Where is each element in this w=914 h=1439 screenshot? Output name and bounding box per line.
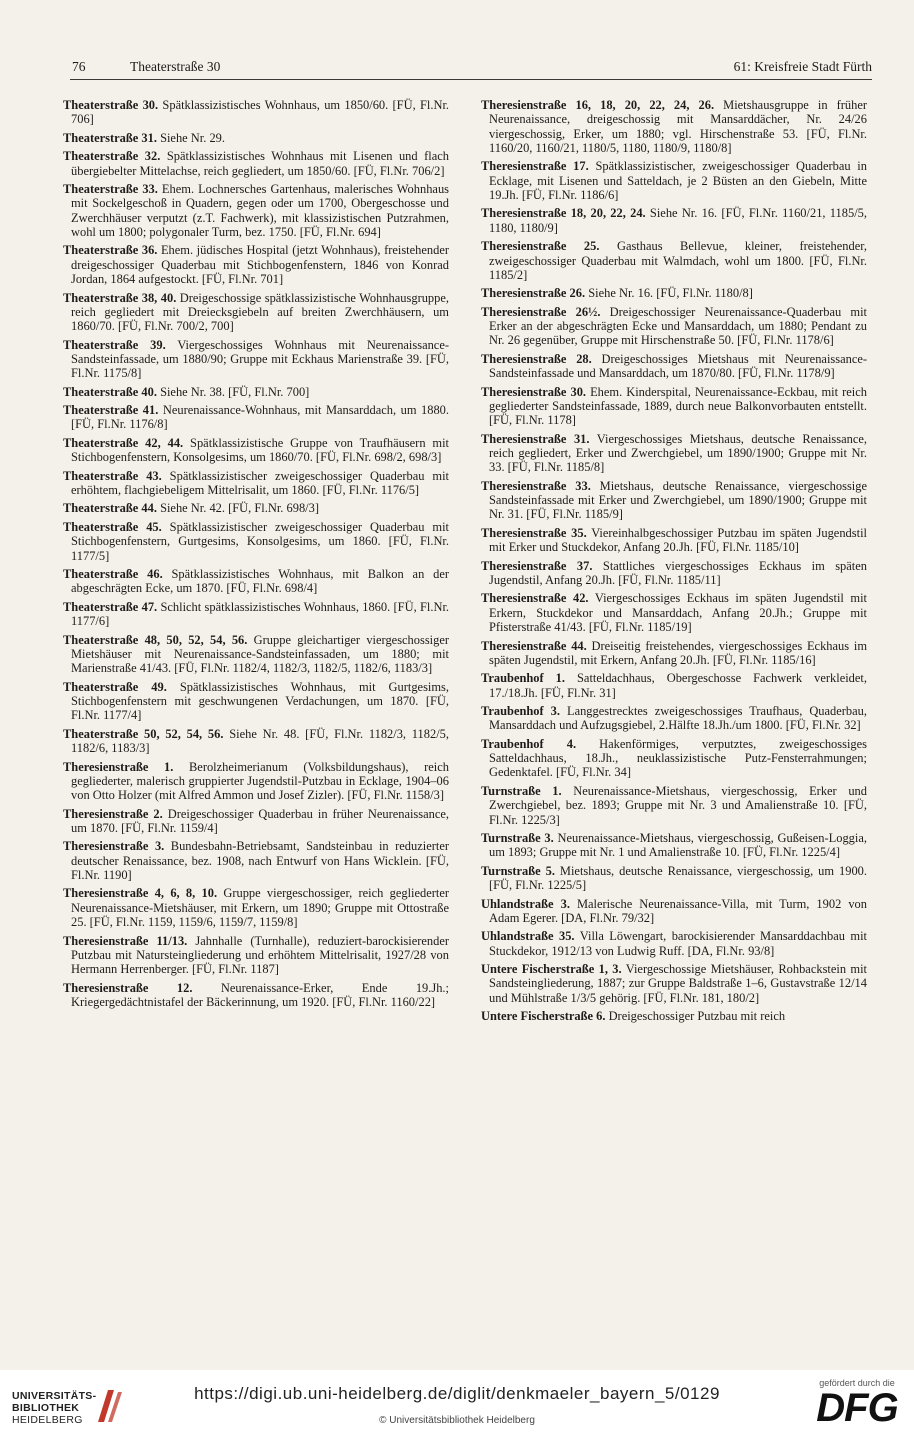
entry-heading: Uhlandstraße 3. [481, 896, 570, 911]
entry-text: Villa Löwengart, barockisierender Mansarddachbau mit Stuckdekor, 1912/13 von Ludwig Ruff. [DA, Fl.Nr. 93/8] [489, 929, 867, 958]
entry-text: Neurenaissance-Wohnhaus, mit Mansarddach, um 1880. [FÜ, Fl.Nr. 1176/8] [71, 403, 449, 432]
entry-text: Viergeschossiges Wohnhaus mit Neurenaissance-Sandsteinfassade, um 1880/90; Gruppe mit Eckhaus Marienstraße 39. [FÜ, Fl.Nr. 1175/8] [71, 337, 449, 381]
entry-text: Hakenförmiges, verputztes, zweigeschossiges Satteldachhaus, 18.Jh., neuklassizistische Putz-Fensterrahmungen; Gedenktafel. [FÜ, Fl.Nr. 34] [489, 736, 867, 780]
entry-heading: Theaterstraße 40. [63, 384, 157, 399]
entry-text: Spätklassizistisches Wohnhaus, um 1850/60. [FÜ, Fl.Nr. 706] [71, 98, 450, 127]
entry-heading: Theaterstraße 39. [63, 337, 166, 352]
entry-heading: Theresienstraße 4, 6, 8, 10. [63, 886, 218, 901]
entry-text: Siehe Nr. 29. [156, 130, 226, 145]
catalog-entry [481, 737, 867, 780]
permalink-url[interactable]: https://digi.ub.uni-heidelberg.de/diglit/denkmaeler_bayern_5/0129 [194, 1384, 720, 1403]
catalog-entry [481, 206, 867, 235]
entry-heading: Theresienstraße 37. [481, 558, 593, 573]
catalog-entry [63, 385, 449, 399]
entry-text: Siehe Nr. 16. [FÜ, Fl.Nr. 1180/8] [585, 286, 753, 301]
catalog-entry [63, 600, 449, 629]
entry-heading: Uhlandstraße 35. [481, 929, 575, 944]
entry-heading: Theresienstraße 31. [481, 431, 590, 446]
catalog-entry [63, 403, 449, 432]
viewer-footer [0, 1370, 914, 1439]
catalog-entry [63, 469, 449, 498]
catalog-entry [63, 243, 449, 286]
catalog-entry [63, 839, 449, 882]
entry-text: Berolzheimerianum (Volksbildungshaus), reich gegliederter, malerisch gruppierter Jugendstil-Putzbau in Ecklage, 1904–06 von Otto Holzer (mit Alfred Ammon und Josef Zizler). [FÜ, Fl.Nr. 1158/3] [71, 759, 449, 803]
entry-text: Ehem. Kinderspital, Neurenaissance-Eckbau, mit reich gegliederter Sandsteinfassade, 1889, durch neue Balkonvorbauten entstellt. [FÜ, Fl.Nr. 1178] [489, 384, 867, 428]
entry-text: Langgestrecktes zweigeschossiges Traufhaus, Quaderbau, Mansarddach und Aufzugsgiebel, 2.Hälfte 18.Jh./um 1800. [FÜ, Fl.Nr. 32] [489, 704, 867, 733]
entry-text: Viereinhalbgeschossiger Putzbau im späten Jugendstil mit Erker und Stuckdekor, Anfang 20.Jh. [FÜ, Fl.Nr. 1185/10] [489, 525, 867, 555]
entry-heading: Theresienstraße 26. [481, 286, 586, 301]
entry-text: Spätklassizistischer zweigeschossiger Quaderbau mit Stichbogenfenstern, Gurtgesims, Konsolgesims, um 1860. [FÜ, Fl.Nr. 1177/5] [71, 519, 450, 563]
catalog-entry [481, 432, 867, 475]
catalog-entry [481, 962, 867, 1005]
entry-text: Bundesbahn-Betriebsamt, Sandsteinbau in reduzierter deutscher Renaissance, bez. 1908, nach Entwurf von Hans Wicklein. [FÜ, Fl.Nr. 1190] [71, 839, 449, 882]
page-header [70, 59, 872, 80]
catalog-entry [481, 639, 867, 668]
section-title: 61: Kreisfreie Stadt Fürth [733, 59, 872, 74]
entry-heading: Traubenhof 4. [481, 736, 577, 751]
catalog-entry [481, 929, 867, 958]
funding-label: gefördert durch die [819, 1378, 895, 1388]
library-city: HEIDELBERG [12, 1414, 83, 1426]
entry-text: Neurenaissance-Mietshaus, viergeschossig, Gußeisen-Loggia, um 1893; Gruppe mit Nr. 1 und Amalienstraße 10. [FÜ, Fl.Nr. 1225/4] [489, 831, 867, 860]
catalog-entry [481, 784, 867, 827]
entry-text: Malerische Neurenaissance-Villa, mit Turm, 1902 von Adam Egerer. [DA, Fl.Nr. 79/32] [489, 896, 867, 925]
entry-text: Satteldachhaus, Obergeschosse Fachwerk verkleidet, 17./18.Jh. [FÜ, Fl.Nr. 31] [489, 671, 867, 700]
entry-text: Viergeschossiges Mietshaus, deutsche Renaissance, reich gegliedert, Erker und Zwerchgiebel, um 1890/1900; Gruppe mit Nr. 33. [FÜ, Fl.Nr. 1185/8] [489, 431, 867, 475]
entry-text: Spätklassizistische Gruppe von Traufhäusern mit Stichbogenfenstern, Konsolgesims, um 1860/70. [FÜ, Fl.Nr. 698/2, 698/3] [71, 435, 450, 465]
entry-heading: Traubenhof 1. [481, 671, 565, 686]
copyright-notice: © Universitätsbibliothek Heidelberg [379, 1415, 535, 1426]
entry-heading: Turnstraße 5. [481, 863, 555, 878]
catalog-entry [63, 98, 449, 127]
entry-text: Dreigeschossiger Quaderbau in früher Neurenaissance, um 1870. [FÜ, Fl.Nr. 1159/4] [71, 806, 449, 835]
catalog-entry [63, 760, 449, 803]
catalog-entry [63, 291, 449, 334]
catalog-entry [63, 886, 449, 929]
entry-heading: Theresienstraße 28. [481, 351, 592, 366]
entry-text: Mietshaus, deutsche Renaissance, viergeschossige Sandsteinfassade mit Erker und Zwerchgiebel, um 1890/1900; Gruppe mit Nr. 31. [FÜ, Fl.Nr. 1185/9] [489, 478, 867, 522]
catalog-entry [63, 149, 449, 178]
entry-text: Gasthaus Bellevue, kleiner, freistehender, zweigeschossiger Quaderbau mit Walmdach, wohl um 1800. [FÜ, Fl.Nr. 1185/2] [489, 239, 867, 282]
entry-heading: Theaterstraße 46. [63, 567, 163, 582]
catalog-entry [63, 680, 449, 723]
entry-text: Dreigeschossige spätklassizistische Wohnhausgruppe, reich gegliedert mit Dreiecksgiebeln auf breiten Zwerchhäusern, um 1860/70. [FÜ, Fl.Nr. 700/2, 700] [71, 290, 450, 334]
catalog-entry [63, 727, 449, 756]
entry-text: Gruppe viergeschossiger, reich gegliederter Neurenaissance-Mietshäuser, mit Erkern, um 1890; Gruppe mit Ottostraße 25. [FÜ, Fl.Nr. 1159, 1159/6, 1159/7, 1159/8] [71, 886, 449, 930]
entry-heading: Theresienstraße 12. [63, 980, 193, 995]
entry-heading: Turnstraße 1. [481, 783, 562, 798]
catalog-entry [63, 131, 449, 145]
entry-heading: Untere Fischerstraße 6. [481, 1009, 606, 1024]
entry-text: Viergeschossiges Eckhaus im späten Jugendstil mit Erkern, Stuckdekor und Mansarddach, Anfang 20.Jh.; Gruppe mit Pfisterstraße 41/43. [FÜ, Fl.Nr. 1185/19] [489, 591, 867, 635]
catalog-entry [481, 526, 867, 555]
entry-heading: Theresienstraße 25. [481, 239, 600, 254]
catalog-entry [481, 671, 867, 700]
entry-text: Stattliches viergeschossiges Eckhaus im späten Jugendstil, Anfang 20.Jh. [FÜ, Fl.Nr. 1185/11] [489, 558, 867, 587]
entry-heading: Turnstraße 3. [481, 831, 554, 846]
catalog-entry [481, 1009, 867, 1023]
entry-text: Siehe Nr. 38. [FÜ, Fl.Nr. 700] [156, 384, 310, 399]
entry-heading: Traubenhof 3. [481, 704, 560, 719]
library-name-2: BIBLIOTHEK [12, 1402, 80, 1414]
entry-text: Spätklassizistisches Wohnhaus, mit Balkon an der abgeschrägten Ecke, um 1870. [FÜ, Fl.Nr. 698/4] [71, 567, 450, 596]
entry-text: Siehe Nr. 42. [FÜ, Fl.Nr. 698/3] [156, 501, 319, 516]
catalog-entry [481, 591, 867, 634]
entry-heading: Theresienstraße 3. [63, 839, 165, 854]
entry-heading: Theaterstraße 49. [63, 679, 167, 694]
entry-heading: Theaterstraße 31. [63, 130, 157, 145]
entry-text: Siehe Nr. 16. [FÜ, Fl.Nr. 1160/21, 1185/5, 1180, 1180/9] [489, 206, 867, 235]
entry-text: Spätklassizistisches Wohnhaus mit Lisenen und flach übergiebelter Mittelachse, reich gegliedert, um 1850/60. [FÜ, Fl.Nr. 706/2] [71, 149, 449, 178]
catalog-entry [63, 633, 449, 676]
catalog-entry [481, 479, 867, 522]
entry-heading: Theresienstraße 16, 18, 20, 22, 24, 26. [481, 98, 715, 112]
entry-text: Schlicht spätklassizistisches Wohnhaus, 1860. [FÜ, Fl.Nr. 1177/6] [71, 599, 450, 629]
catalog-entry [481, 831, 867, 860]
entry-text: Dreigeschossiges Mietshaus mit Neurenaissance-Sandsteinfassade und Mansarddach, um 1870/80. [FÜ, Fl.Nr. 1178/9] [489, 351, 867, 381]
entry-heading: Theresienstraße 18, 20, 22, 24. [481, 206, 646, 221]
entry-text: Ehem. Lochnersches Gartenhaus, malerisches Wohnhaus mit Sockelgeschoß in Quadern, gegen oder um 1700, Obergeschosse und Zwerchhäuser verputzt (z.T. Fachwerk), mit klassizistischen Putzrahmen, wohl um 1800; polygonaler Turm, bez. 1750. [FÜ, Fl.Nr. 694] [71, 182, 450, 239]
catalog-entry [481, 98, 867, 155]
entry-heading: Theaterstraße 42, 44. [63, 435, 184, 450]
entry-text: Spätklassizistischer zweigeschossiger Quaderbau mit erhöhtem, flachgiebeligem Mittelrisalit, um 1860. [FÜ, Fl.Nr. 1176/5] [71, 468, 450, 497]
entry-heading: Theresienstraße 17. [481, 159, 589, 174]
catalog-entry [63, 981, 449, 1010]
catalog-entry [63, 520, 449, 563]
entry-text: Dreigeschossiger Neurenaissance-Quaderbau mit Erker an der abgeschrägten Ecke und Mansarddach, um 1880; Pendant zu Nr. 26 gegenüber, Gruppe mit Hirschenstraße 50. [FÜ, Fl.Nr. 1178/6] [489, 304, 867, 348]
entry-heading: Theaterstraße 36. [63, 243, 158, 258]
entry-heading: Theaterstraße 44. [63, 501, 157, 516]
entry-heading: Theaterstraße 50, 52, 54, 56. [63, 726, 224, 741]
entry-heading: Theresienstraße 11/13. [63, 933, 188, 948]
entry-heading: Theaterstraße 47. [63, 599, 158, 614]
catalog-entry [481, 897, 867, 926]
entry-text: Viergeschossige Mietshäuser, Rohbackstein mit Sandsteingliederung, 1887; zur Gruppe Baldstraße 1–6, Gustavstraße 12/14 und Mühlstraße 1/3/5 gehörig. [FÜ, Fl.Nr. 181, 180/2] [489, 962, 867, 1005]
entry-text: Siehe Nr. 48. [FÜ, Fl.Nr. 1182/3, 1182/5, 1182/6, 1183/3] [71, 726, 449, 756]
entry-heading: Theaterstraße 45. [63, 519, 162, 534]
catalog-entry [481, 305, 867, 348]
catalog-entry [63, 436, 449, 465]
entry-heading: Theaterstraße 48, 50, 52, 54, 56. [63, 632, 248, 647]
entry-heading: Theresienstraße 35. [481, 525, 587, 540]
entry-heading: Theaterstraße 33. [63, 182, 158, 197]
entry-heading: Theresienstraße 44. [481, 638, 587, 653]
catalog-entry [481, 559, 867, 588]
catalog-entry [481, 704, 867, 733]
left-column [63, 98, 449, 1013]
catalog-entry [63, 567, 449, 596]
entry-heading: Theresienstraße 2. [63, 806, 163, 821]
entry-text: Dreiseitig freistehendes, viergeschossiges Eckhaus im späten Jugendstil, mit Erkern, Anfang 20.Jh. [FÜ, Fl.Nr. 1185/16] [489, 638, 867, 667]
entry-text: Dreigeschossiger Putzbau mit reich [605, 1009, 786, 1024]
running-title: Theaterstraße 30 [130, 59, 221, 74]
library-name: UNIVERSITÄTS- [12, 1390, 97, 1402]
entry-text: Neurenaissance-Mietshaus, viergeschossig, Erker und Zwerchgiebel, bez. 1893; Gruppe mit Nr. 3 und Amalienstraße 10. [FÜ, Fl.Nr. 1225/3] [489, 783, 867, 827]
entry-text: Spätklassizistischer, zweigeschossiger Quaderbau in Ecklage, mit Lisenen und Satteldach, je 2 Büsten an den Giebeln, Mitte 19.Jh. [FÜ, Fl.Nr. 1186/6] [489, 159, 867, 202]
entry-heading: Theaterstraße 30. [63, 98, 159, 112]
catalog-entry [481, 239, 867, 282]
right-column [481, 98, 867, 1028]
catalog-entry [63, 807, 449, 836]
entry-heading: Theresienstraße 33. [481, 478, 591, 493]
catalog-entry [481, 864, 867, 893]
entry-text: Neurenaissance-Erker, Ende 19.Jh.; Kriegergedächtnistafel der Bäckerinnung, um 1920. [FÜ, Fl.Nr. 1160/22] [71, 980, 449, 1009]
entry-heading: Theaterstraße 43. [63, 468, 162, 483]
entry-heading: Theresienstraße 30. [481, 384, 587, 399]
funding-logo[interactable] [812, 1378, 902, 1428]
entry-heading: Theaterstraße 38, 40. [63, 290, 177, 305]
entry-text: Ehem. jüdisches Hospital (jetzt Wohnhaus), freistehender dreigeschossiger Quaderbau mit Stichbogenfenstern, 1846 von Konrad Jordan, 1864 aufgestockt. [FÜ, Fl.Nr. 701] [71, 243, 449, 287]
entry-text: Mietshausgruppe in früher Neurenaissance, dreigeschossig mit Mansarddächer, Nr. 24/26 viergeschossig, Erker, um 1880; vgl. Hirschenstraße 53. [FÜ, Fl.Nr. 1160/20, 1160/21, 1180/5, 1180, 1180/9, 1180/8] [489, 98, 867, 155]
dfg-logo: DFG [816, 1386, 898, 1430]
catalog-entry [63, 338, 449, 381]
catalog-entry [481, 286, 867, 300]
catalog-entry [63, 182, 449, 239]
entry-text: Jahnhalle (Turnhalle), reduziert-barockisierender Putzbau mit Natursteingliederung und erhöhtem Mittelrisalit, 1927/28 von Hermann Herrenberger. [FÜ, Fl.Nr. 1187] [71, 933, 449, 977]
entry-heading: Untere Fischerstraße 1, 3. [481, 962, 622, 977]
entry-text: Gruppe gleichartiger viergeschossiger Mietshäuser mit Neurenaissance-Sandsteinfassaden, um 1880; mit Marienstraße 41/43. [FÜ, Fl.Nr. 1182/4, 1182/3, 1182/5, 1182/6, 1183/3] [71, 632, 450, 676]
catalog-entry [63, 501, 449, 515]
catalog-entry [481, 159, 867, 202]
entry-text: Spätklassizistisches Wohnhaus, mit Gurtgesims, Stichbogenfenstern mit geschwungenen Verdachungen, um 1870. [FÜ, Fl.Nr. 1177/4] [71, 679, 449, 723]
catalog-entry [63, 934, 449, 977]
catalog-entry [481, 352, 867, 381]
catalog-entry [481, 385, 867, 428]
page-number: 76 [72, 59, 86, 74]
entry-heading: Theaterstraße 41. [63, 403, 159, 418]
entry-heading: Theaterstraße 32. [63, 149, 161, 164]
entry-heading: Theresienstraße 42. [481, 591, 589, 606]
entry-heading: Theresienstraße 1. [63, 759, 174, 774]
entry-heading: Theresienstraße 26½. [481, 304, 601, 319]
entry-text: Mietshaus, deutsche Renaissance, viergeschossig, um 1900. [FÜ, Fl.Nr. 1225/5] [489, 863, 867, 893]
